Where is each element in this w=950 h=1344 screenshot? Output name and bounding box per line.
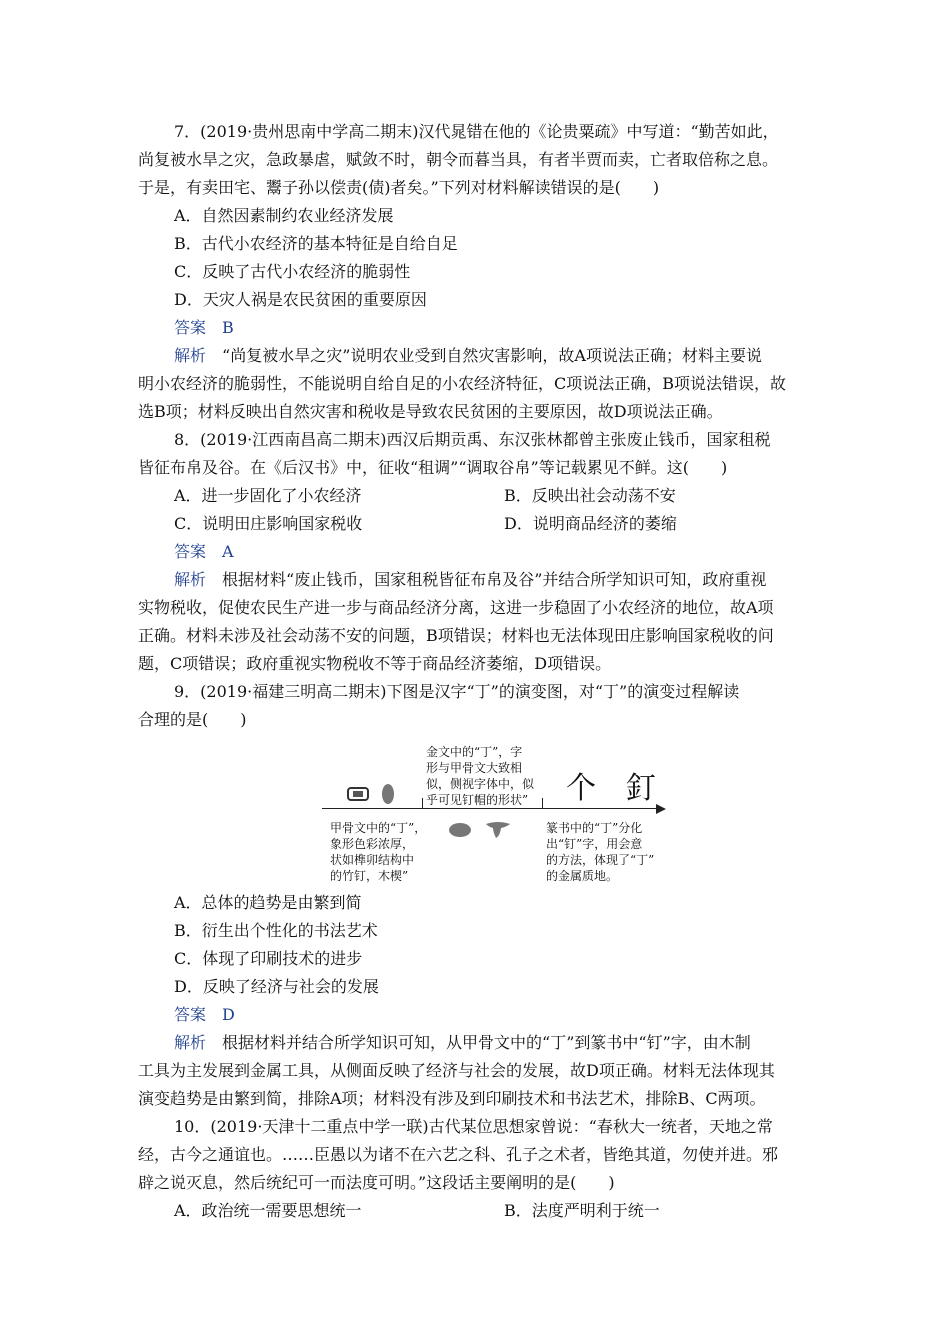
q7-option-b: B．古代小农经济的基本特征是自给自足 <box>174 234 458 253</box>
q10-option-b: B．法度严明利于统一 <box>504 1201 660 1220</box>
q7-analysis-line-2: 明小农经济的脆弱性，不能说明自给自足的小农经济特征，C项说法正确，B项说法错误，故 <box>138 374 787 393</box>
q8-analysis-text-1: 根据材料“废止钱币，国家租税皆征布帛及谷”并结合所学知识可知，政府重视 <box>222 570 767 589</box>
q9-option-b: B．衍生出个性化的书法艺术 <box>174 921 378 940</box>
q7-stem-line-2: 尚复被水旱之灾，急政暴虐，赋敛不时，朝令而暮当具，有者半贾而卖，亡者取倍称之息。 <box>138 150 779 169</box>
q7-answer <box>174 318 854 338</box>
figure-left-note-line: 的竹钉，木楔” <box>330 869 409 883</box>
q7-analysis-line-1 <box>174 346 854 366</box>
q9-option-d: D．反映了经济与社会的发展 <box>174 977 379 996</box>
q10-option-a: A．政治统一需要思想统一 <box>174 1201 362 1220</box>
figure-top-note-line: 乎可见钉帽的形状” <box>426 793 529 807</box>
timeline-axis <box>322 808 658 809</box>
figure-left-note-line: 甲骨文中的“丁”， <box>330 821 427 835</box>
q9-stem-line-2: 合理的是( ) <box>138 710 247 729</box>
q8-option-c: C．说明田庄影响国家税收 <box>174 514 363 533</box>
q7-option-c: C．反映了古代小农经济的脆弱性 <box>174 262 411 281</box>
figure-top-note <box>426 744 534 808</box>
bronze-glyph-icon <box>446 818 526 842</box>
q9-answer-value: D <box>222 1005 235 1024</box>
figure-right-note <box>546 820 654 884</box>
q9-analysis-line-1 <box>174 1033 854 1053</box>
q8-analysis-line-4: 题，C项错误；政府重视实物税收不等于商品经济萎缩，D项错误。 <box>138 654 612 673</box>
figure-left-note-line: 象形色彩浓厚， <box>330 837 415 851</box>
q9-option-a: A．总体的趋势是由繁到简 <box>174 893 362 912</box>
figure-left-note-line: 状如榫卯结构中 <box>330 853 415 867</box>
q9-analysis-label: 解析 <box>174 1033 207 1052</box>
q8-stem-line-2: 皆征布帛及谷。在《后汉书》中，征收“租调”“调取谷帛”等记载累见不鲜。这( ) <box>138 458 728 477</box>
q8-answer-value: A <box>222 542 234 561</box>
q10-options-row-1 <box>174 1201 854 1221</box>
figure-right-note-line: 篆书中的“丁”分化 <box>546 821 643 835</box>
q7-answer-label: 答案 <box>174 318 207 337</box>
q7-analysis-text-1: “尚复被水旱之灾”说明农业受到自然灾害影响，故A项说法正确；材料主要说 <box>222 346 762 365</box>
q8-options-row-1 <box>174 486 854 506</box>
ding-evolution-figure <box>322 738 668 888</box>
q7-answer-value: B <box>222 318 234 337</box>
figure-left-note <box>330 820 426 884</box>
q7-analysis-line-3: 选B项；材料反映出自然灾害和税收是导致农民贫困的主要原因，故D项说法正确。 <box>138 402 723 421</box>
q8-analysis-line-2: 实物税收，促使农民生产进一步与商品经济分离，这进一步稳固了小农经济的地位，故A项 <box>138 598 774 617</box>
q7-analysis-label: 解析 <box>174 346 207 365</box>
q8-analysis-line-3: 正确。材料未涉及社会动荡不安的问题，B项错误；材料也无法体现田庄影响国家税收的问 <box>138 626 774 645</box>
q10-stem-line-1: 10．(2019·天津十二重点中学一联)古代某位思想家曾说：“春秋大一统者，天地之常 <box>174 1117 773 1136</box>
q7-option-a: A．自然因素制约农业经济发展 <box>174 206 394 225</box>
seal-script-glyphs: 个 釘 <box>566 771 656 806</box>
q9-analysis-line-2: 工具为主发展到金属工具，从侧面反映了经济与社会的发展，故D项正确。材料无法体现其 <box>138 1061 775 1080</box>
q8-answer <box>174 542 854 562</box>
q9-analysis-text-1: 根据材料并结合所学知识可知，从甲骨文中的“丁”到篆书中“钉”字，由木制 <box>222 1033 751 1052</box>
figure-right-note-line: 出“钉”字，用会意 <box>546 837 643 851</box>
q10-stem-line-2: 经，古今之通谊也。……臣愚以为诸不在六艺之科、孔子之术者，皆绝其道，勿使并进。邪 <box>138 1145 779 1164</box>
q8-analysis-label: 解析 <box>174 570 207 589</box>
figure-top-note-line: 金文中的“丁”，字 <box>426 745 523 759</box>
figure-right-note-line: 的方法，体现了“丁” <box>546 853 655 867</box>
q8-option-a: A．进一步固化了小农经济 <box>174 486 362 505</box>
q9-answer <box>174 1005 854 1025</box>
figure-top-note-line: 形与甲骨文大致相 <box>426 761 523 775</box>
timeline-arrow-icon <box>656 804 666 814</box>
q8-options-row-2 <box>174 514 854 534</box>
q8-option-d: D．说明商品经济的萎缩 <box>504 514 677 533</box>
q9-analysis-line-3: 演变趋势是由繁到简，排除A项；材料没有涉及到印刷技术和书法艺术，排除B、C两项。 <box>138 1089 766 1108</box>
figure-top-note-line: 似，侧视字体中，似 <box>426 777 535 791</box>
q8-analysis-line-1 <box>174 570 854 590</box>
q8-option-b: B．反映出社会动荡不安 <box>504 486 676 505</box>
q9-stem-line-1: 9．(2019·福建三明高二期末)下图是汉字“丁”的演变图，对“丁”的演变过程解读 <box>174 682 740 701</box>
q8-answer-label: 答案 <box>174 542 207 561</box>
q7-stem-line-3: 于是，有卖田宅、鬻子孙以偿责(债)者矣。”下列对材料解读错误的是( ) <box>138 178 660 197</box>
timeline-tick <box>422 798 423 808</box>
timeline-tick <box>542 798 543 808</box>
q8-stem-line-1: 8．(2019·江西南昌高二期末)西汉后期贡禹、东汉张林都曾主张废止钱币，国家租税 <box>174 430 771 449</box>
q10-stem-line-3: 辟之说灭息，然后统纪可一而法度可明。”这段话主要阐明的是( ) <box>138 1173 615 1192</box>
oracle-bone-glyph-icon <box>346 782 402 806</box>
q9-option-c: C．体现了印刷技术的进步 <box>174 949 363 968</box>
q7-option-d: D．天灾人祸是农民贫困的重要原因 <box>174 290 427 309</box>
q9-answer-label: 答案 <box>174 1005 207 1024</box>
q7-stem-line-1: 7．(2019·贵州思南中学高二期末)汉代晁错在他的《论贵粟疏》中写道：“勤苦如此， <box>174 122 779 141</box>
figure-right-note-line: 的金属质地。 <box>546 869 619 883</box>
